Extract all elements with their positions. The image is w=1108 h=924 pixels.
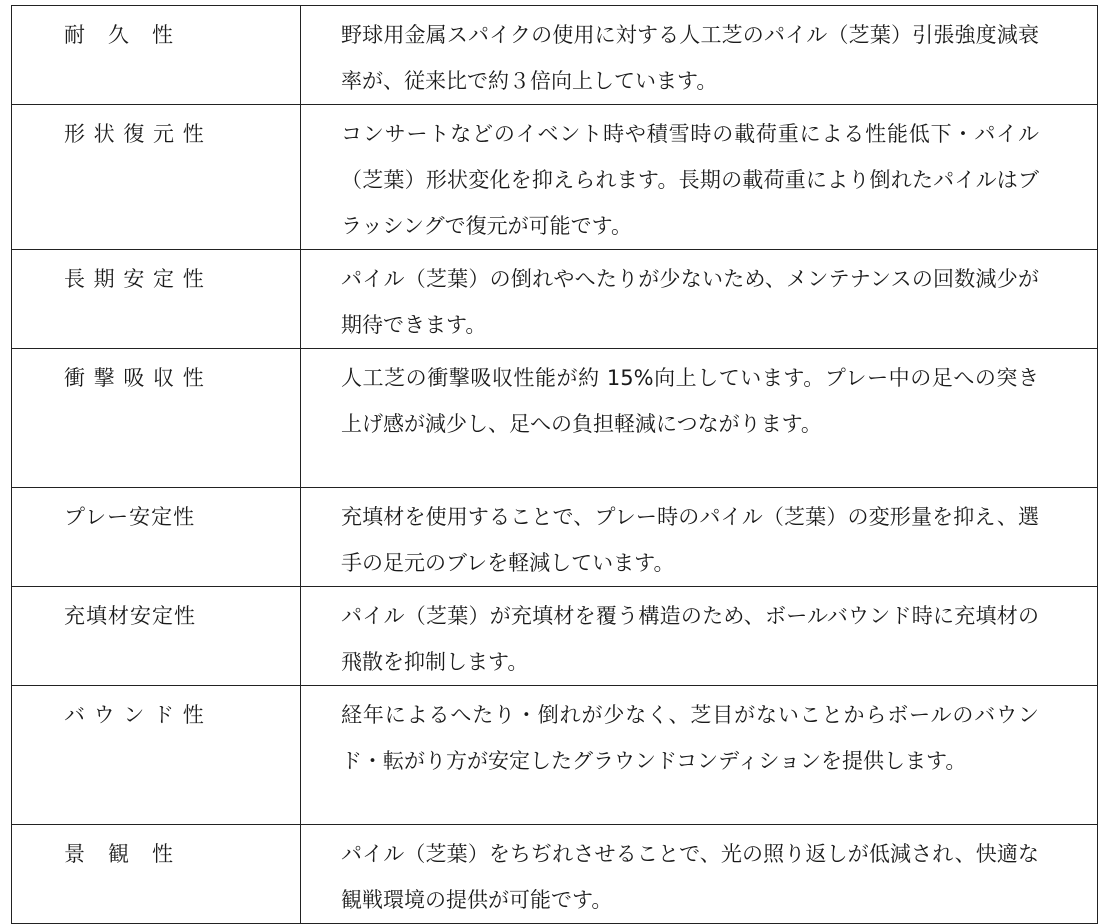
property-description-cell: [301, 250, 1098, 349]
property-description: パイル（芝葉）の倒れやへたりが少ないため、メンテナンスの回数減少が期待できます。: [341, 267, 1039, 337]
property-description-cell: [301, 686, 1098, 825]
property-label-cell: [12, 686, 301, 825]
property-label-cell: [12, 587, 301, 686]
property-description: 経年によるへたり・倒れが少なく、芝目がないことからボールのバウンド・転がり方が安定したグラウンドコンディションを提供します。: [341, 703, 1039, 773]
table-row: [12, 825, 1098, 924]
property-description-cell: [301, 587, 1098, 686]
property-description: 充填材を使用することで、プレー時のパイル（芝葉）の変形量を抑え、選手の足元のブレを軽減しています。: [341, 505, 1039, 575]
property-description: 人工芝の衝撃吸収性能が約 15%向上しています。プレー中の足への突き上げ感が減少し、足への負担軽減につながります。: [341, 366, 1039, 436]
property-description: コンサートなどのイベント時や積雪時の載荷重による性能低下・パイル（芝葉）形状変化を抑えられます。長期の載荷重により倒れたパイルはブラッシングで復元が可能です。: [341, 122, 1039, 238]
property-description: パイル（芝葉）が充填材を覆う構造のため、ボールバウンド時に充填材の飛散を抑制します。: [341, 604, 1039, 674]
property-description: 野球用金属スパイクの使用に対する人工芝のパイル（芝葉）引張強度減衰率が、従来比で約３倍向上しています。: [341, 23, 1039, 93]
table-row: [12, 349, 1098, 488]
property-label-cell: [12, 488, 301, 587]
property-label: バ ウ ン ド 性: [64, 703, 205, 727]
property-label: プレー安定性: [64, 505, 196, 529]
property-label: 形 状 復 元 性: [64, 122, 205, 146]
table-row: [12, 488, 1098, 587]
table-row: [12, 6, 1098, 105]
property-description: パイル（芝葉）をちぢれさせることで、光の照り返しが低減され、快適な観戦環境の提供が可能です。: [341, 842, 1039, 912]
property-description-cell: [301, 488, 1098, 587]
table-row: [12, 686, 1098, 825]
property-description-cell: [301, 105, 1098, 250]
property-label-cell: [12, 250, 301, 349]
property-description-cell: [301, 349, 1098, 488]
property-label-cell: [12, 349, 301, 488]
property-label: 長 期 安 定 性: [64, 267, 205, 291]
property-description-cell: [301, 6, 1098, 105]
properties-table: [11, 5, 1098, 924]
property-label: 景 観 性: [64, 842, 174, 866]
property-description-cell: [301, 825, 1098, 924]
property-label-cell: [12, 6, 301, 105]
table-row: [12, 250, 1098, 349]
property-label: 充填材安定性: [64, 604, 196, 628]
property-label: 衝 撃 吸 収 性: [64, 366, 205, 390]
table-row: [12, 105, 1098, 250]
property-label-cell: [12, 105, 301, 250]
property-label: 耐 久 性: [64, 23, 174, 47]
property-label-cell: [12, 825, 301, 924]
table-row: [12, 587, 1098, 686]
